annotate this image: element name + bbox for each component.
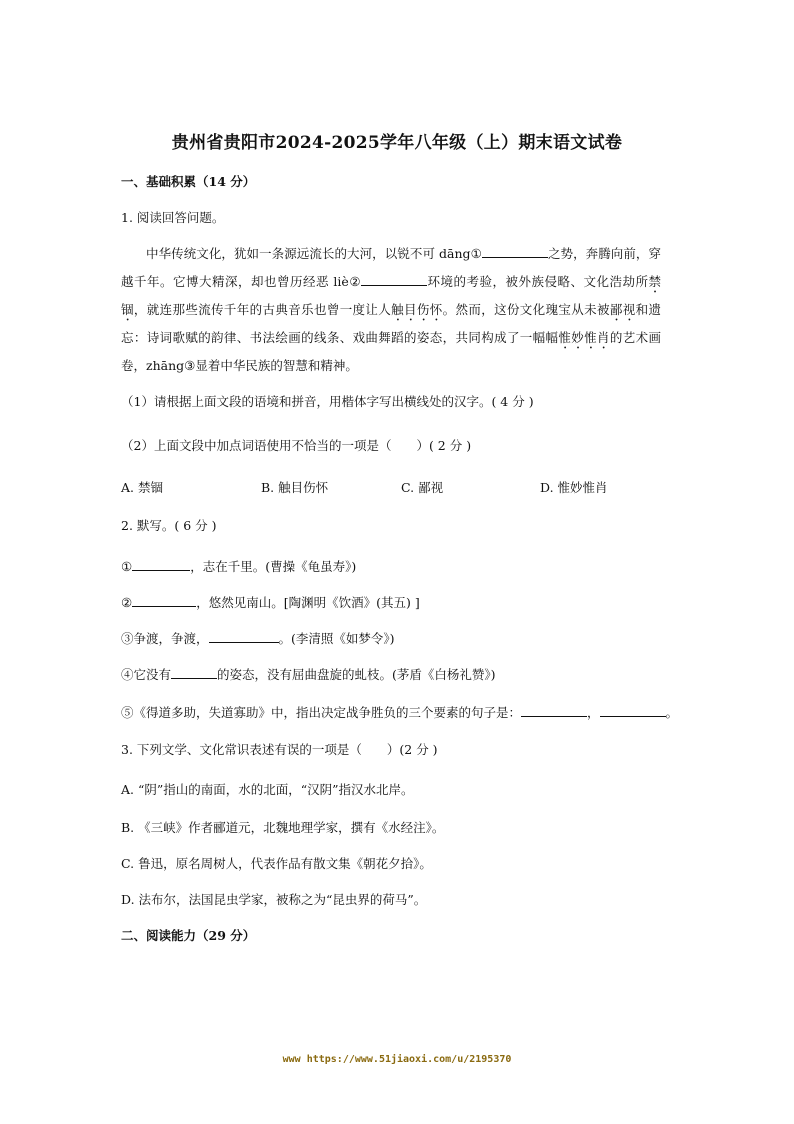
q3-option-d: D. 法布尔，法国昆虫学家，被称之为“昆虫界的荷马”。 xyxy=(121,892,427,907)
blank-q2-3 xyxy=(209,630,279,643)
dotted-word-3: 鄙视 xyxy=(609,302,636,317)
blank-q2-5b xyxy=(600,704,666,717)
q1-sub2: （2）上面文段中加点词语使用不恰当的一项是（ ）( 2 分 ) xyxy=(121,438,472,453)
blank-2 xyxy=(361,273,427,286)
q3-option-b: B. 《三峡》作者郦道元，北魏地理学家，撰有《水经注》。 xyxy=(121,820,445,835)
q1-option-c: C. 鄙视 xyxy=(401,480,444,495)
section1-heading: 一、基础积累（14 分） xyxy=(121,174,256,189)
q3-option-c: C. 鲁迅，原名周树人，代表作品有散文集《朝花夕拾》。 xyxy=(121,856,432,871)
q2-item-3: ③争渡，争渡， 。(李清照《如梦令》) xyxy=(121,631,395,646)
q1-stem: 1. 阅读回答问题。 xyxy=(121,210,225,225)
blank-q2-1 xyxy=(132,558,190,571)
q1-option-b: B. 触目伤怀 xyxy=(261,480,329,495)
q1-passage: 中华传统文化，犹如一条源远流长的大河，以锐不可 dāng① 之势，奔腾向前，穿越千年。它博大精深，却也曾历经恶 liè② 环境的考验，被外族侵略、文化浩劫所禁锢，就连那些流传千年的古典音乐也曾一度让人触目伤怀。然而，这份文化瑰宝从未被鄙视和遗忘：诗词歌赋的韵律、书法绘画的线条、戏曲舞蹈的姿态，共同构成了一幅幅惟妙惟肖的艺术画卷，zhāng③显着中华民族的智慧和精神。 xyxy=(121,246,661,373)
blank-q2-4 xyxy=(171,666,217,679)
q2-item-4: ④它没有 的姿态，没有屈曲盘旋的虬枝。(茅盾《白杨礼赞》) xyxy=(121,667,496,682)
q1-sub1: （1）请根据上面文段的语境和拼音，用楷体字写出横线处的汉字。( 4 分 ) xyxy=(121,394,534,409)
dotted-word-2: 触目伤怀 xyxy=(391,302,443,317)
q2-item-2: ② ，悠然见南山。[陶渊明《饮酒》(其五) ] xyxy=(121,595,420,610)
blank-q2-5a xyxy=(521,704,587,717)
blank-q2-2 xyxy=(132,594,196,607)
q3-stem: 3. 下列文学、文化常识表述有误的一项是（ ）(2 分 ) xyxy=(121,742,438,757)
dotted-word-1: 禁锢 xyxy=(121,274,661,317)
q2-stem: 2. 默写。( 6 分 ) xyxy=(121,518,217,533)
exam-title: 贵州省贵阳市2024-2025学年八年级（上）期末语文试卷 xyxy=(171,133,623,153)
dotted-word-4: 惟妙惟肖 xyxy=(558,330,610,345)
q2-item-5: ⑤《得道多助，失道寡助》中，指出决定战争胜负的三个要素的句子是： ， 。 xyxy=(121,705,679,720)
q1-option-d: D. 惟妙惟肖 xyxy=(540,480,608,495)
q1-option-a: A. 禁锢 xyxy=(121,480,163,495)
section2-heading: 二、阅读能力（29 分） xyxy=(121,928,256,943)
footer-watermark-url: www https://www.51jiaoxi.com/u/2195370 xyxy=(282,1054,512,1065)
q2-item-1: ① ，志在千里。(曹操《龟虽寿》) xyxy=(121,559,357,574)
blank-1 xyxy=(482,245,548,258)
q3-option-a: A. “阴”指山的南面，水的北面，“汉阴”指汉水北岸。 xyxy=(121,782,414,797)
